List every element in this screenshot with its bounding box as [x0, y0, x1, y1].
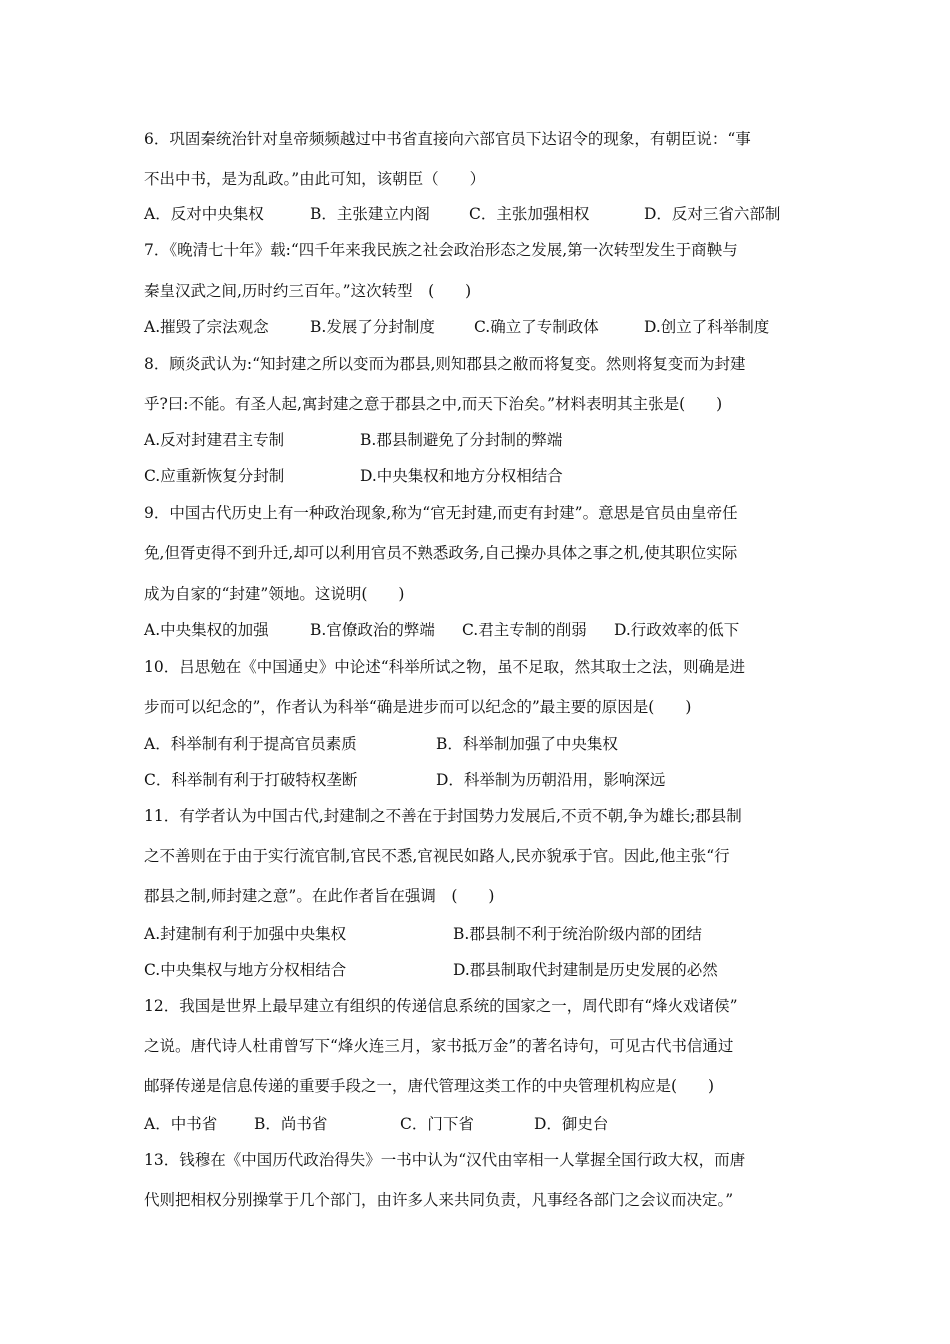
- q11-stem-line-2: 之不善则在于由于实行流官制,官民不悉,官视民如路人,民亦貌承于官。因此,他主张“行: [144, 847, 730, 865]
- q10-option-b[interactable]: B．科举制加强了中央集权: [436, 735, 618, 753]
- q10-stem-line-2: 步而可以纪念的”，作者认为科举“确是进步而可以纪念的”最主要的原因是( ): [144, 698, 692, 716]
- q12-option-a[interactable]: A．中书省: [144, 1115, 218, 1133]
- q8-option-b[interactable]: B.郡县制避免了分封制的弊端: [360, 431, 563, 449]
- q9-option-c[interactable]: C.君主专制的削弱: [462, 621, 587, 639]
- q7-option-a[interactable]: A.摧毁了宗法观念: [144, 318, 269, 336]
- q7-option-d[interactable]: D.创立了科举制度: [644, 318, 770, 336]
- q7-option-b[interactable]: B.发展了分封制度: [310, 318, 435, 336]
- q11-stem-line-1: 11．有学者认为中国古代,封建制之不善在于封国势力发展后,不贡不朝,争为雄长;郡县制: [144, 807, 742, 825]
- q12-option-d[interactable]: D．御史台: [534, 1115, 609, 1133]
- q6-option-d[interactable]: D．反对三省六部制: [644, 205, 781, 223]
- q11-stem-line-3: 郡县之制,师封建之意”。在此作者旨在强调 ( ): [144, 887, 495, 905]
- q12-option-b[interactable]: B．尚书省: [254, 1115, 328, 1133]
- q12-stem-line-2: 之说。唐代诗人杜甫曾写下“烽火连三月，家书抵万金”的著名诗句，可见古代书信通过: [144, 1037, 734, 1055]
- q9-stem-line-2: 免,但胥吏得不到升迁,却可以利用官员不熟悉政务,自己操办具体之事之机,使其职位实际: [144, 544, 738, 562]
- q12-option-c[interactable]: C．门下省: [400, 1115, 474, 1133]
- q9-stem-line-1: 9．中国古代历史上有一种政治现象,称为“官无封建,而吏有封建”。意思是官员由皇帝任: [144, 504, 738, 522]
- q7-option-c[interactable]: C.确立了专制政体: [474, 318, 599, 336]
- q9-option-a[interactable]: A.中央集权的加强: [144, 621, 269, 639]
- q6-stem-line-2: 不出中书，是为乱政。”由此可知，该朝臣（ ）: [144, 170, 486, 188]
- q6-stem-line-1: 6．巩固秦统治针对皇帝频频越过中书省直接向六部官员下达诏令的现象，有朝臣说：“事: [144, 130, 751, 148]
- q10-option-a[interactable]: A．科举制有利于提高官员素质: [144, 735, 357, 753]
- q8-option-d[interactable]: D.中央集权和地方分权相结合: [360, 467, 563, 485]
- q6-option-c[interactable]: C．主张加强相权: [469, 205, 590, 223]
- q12-stem-line-3: 邮驿传递是信息传递的重要手段之一，唐代管理这类工作的中央管理机构应是( ): [144, 1077, 715, 1095]
- q13-stem-line-2: 代则把相权分别操掌于几个部门，由许多人来共同负责，凡事经各部门之会议而决定。”: [144, 1191, 734, 1209]
- q11-option-d[interactable]: D.郡县制取代封建制是历史发展的必然: [453, 961, 718, 979]
- q11-option-b[interactable]: B.郡县制不利于统治阶级内部的团结: [453, 925, 702, 943]
- q11-option-a[interactable]: A.封建制有利于加强中央集权: [144, 925, 347, 943]
- q10-option-c[interactable]: C．科举制有利于打破特权垄断: [144, 771, 358, 789]
- q6-option-b[interactable]: B．主张建立内阁: [310, 205, 430, 223]
- q9-option-d[interactable]: D.行政效率的低下: [614, 621, 740, 639]
- q8-stem-line-1: 8．顾炎武认为:“知封建之所以变而为郡县,则知郡县之敝而将复变。然则将复变而为封建: [144, 355, 746, 373]
- q6-option-a[interactable]: A．反对中央集权: [144, 205, 264, 223]
- q9-option-b[interactable]: B.官僚政治的弊端: [310, 621, 435, 639]
- q12-stem-line-1: 12．我国是世界上最早建立有组织的传递信息系统的国家之一，周代即有“烽火戏诸侯”: [144, 997, 738, 1015]
- q10-stem-line-1: 10．吕思勉在《中国通史》中论述“科举所试之物，虽不足取，然其取士之法，则确是进: [144, 658, 746, 676]
- q8-option-a[interactable]: A.反对封建君主专制: [144, 431, 285, 449]
- q7-stem-line-2: 秦皇汉武之间,历时约三百年。”这次转型 ( ): [144, 282, 472, 300]
- q7-stem-line-1: 7．《晚清七十年》载:“四千年来我民族之社会政治形态之发展,第一次转型发生于商鞅与: [144, 241, 738, 259]
- q9-stem-line-3: 成为自家的“封建”领地。这说明( ): [144, 585, 405, 603]
- q8-stem-line-2: 乎?曰:不能。有圣人起,寓封建之意于郡县之中,而天下治矣。”材料表明其主张是( ): [144, 395, 723, 413]
- q10-option-d[interactable]: D．科举制为历朝沿用，影响深远: [436, 771, 666, 789]
- q8-option-c[interactable]: C.应重新恢复分封制: [144, 467, 285, 485]
- q11-option-c[interactable]: C.中央集权与地方分权相结合: [144, 961, 347, 979]
- q13-stem-line-1: 13．钱穆在《中国历代政治得失》一书中认为“汉代由宰相一人掌握全国行政大权，而唐: [144, 1151, 746, 1169]
